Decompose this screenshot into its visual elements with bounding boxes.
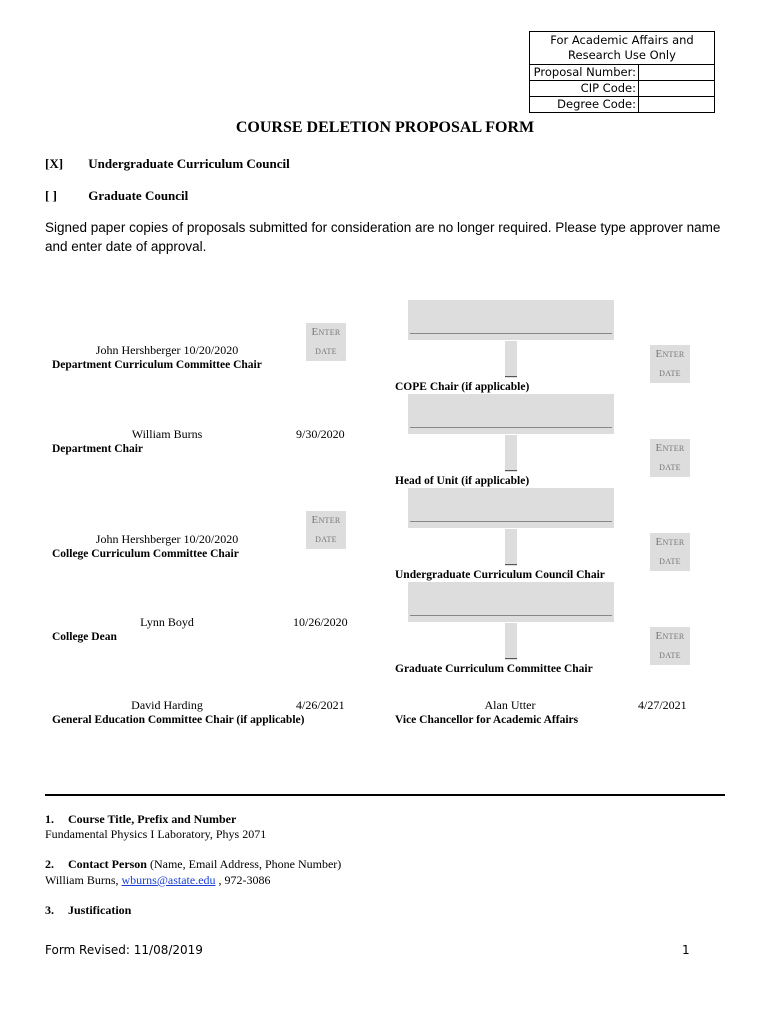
contact-phone: , 972-3086 [218, 873, 271, 887]
council-label-graduate: Graduate Council [88, 188, 189, 203]
proposal-number-label: Proposal Number: [530, 65, 639, 80]
right-enter-date-4[interactable]: Enter date [650, 627, 690, 665]
section-3-heading [45, 903, 131, 918]
proposal-number-field[interactable] [639, 65, 714, 80]
right-sig-name-field-1[interactable] [408, 300, 614, 340]
right-sig-name-field-2[interactable] [408, 394, 614, 434]
left-sig-title-5: General Education Committee Chair (if applicable) [52, 714, 305, 726]
section-1-title: Course Title, Prefix and Number [68, 812, 237, 826]
section-2-contact [45, 873, 271, 888]
degree-code-field[interactable] [639, 97, 714, 112]
instructions-text: Signed paper copies of proposals submitted for consideration are no longer required. Please type approver name and enter date of approval. [45, 220, 721, 254]
right-sig-name-5: Alan Utter [484, 698, 536, 712]
right-sig-field-tick-2[interactable] [505, 435, 517, 472]
council-checkbox-graduate[interactable]: [ ] [45, 188, 57, 203]
left-enter-date-3[interactable]: Enter date [306, 511, 346, 549]
right-sig-title-4: Graduate Curriculum Committee Chair [395, 663, 593, 675]
left-sig-title-2: Department Chair [52, 443, 144, 455]
right-enter-date-2[interactable]: Enter date [650, 439, 690, 477]
cip-code-field[interactable] [639, 81, 714, 96]
left-sig-name-3: John Hershberger 10/20/2020 [95, 532, 239, 546]
left-sig-date-5[interactable]: 4/26/2021 [296, 698, 345, 712]
right-sig-date-5[interactable]: 4/27/2021 [638, 698, 687, 712]
left-sig-title-3: College Curriculum Committee Chair [52, 548, 239, 560]
right-sig-title-3: Undergraduate Curriculum Council Chair [395, 569, 605, 581]
right-sig-field-tick-4[interactable] [505, 623, 517, 660]
section-1-heading [45, 812, 236, 827]
right-sig-title-5: Vice Chancellor for Academic Affairs [395, 714, 579, 726]
section-2-number: 2. [45, 857, 54, 871]
council-label-undergraduate: Undergraduate Curriculum Council [88, 156, 290, 171]
section-3-title: Justification [68, 903, 132, 917]
right-enter-date-1[interactable]: Enter date [650, 345, 690, 383]
cip-code-row [530, 81, 714, 97]
section-2-note: (Name, Email Address, Phone Number) [149, 857, 342, 871]
left-sig-name-2: William Burns [131, 427, 203, 441]
council-option-graduate[interactable] [45, 188, 188, 204]
left-sig-title-4: College Dean [52, 631, 117, 643]
left-sig-title-1: Department Curriculum Committee Chair [52, 359, 262, 371]
section-1-text: Fundamental Physics I Laboratory, Phys 2071 [45, 827, 267, 841]
section-2-title: Contact Person [68, 857, 147, 871]
right-sig-title-1: COPE Chair (if applicable) [395, 381, 530, 393]
contact-email-link[interactable]: wburns@astate.edu [121, 873, 216, 887]
council-option-undergraduate[interactable] [45, 156, 290, 172]
right-sig-title-2: Head of Unit (if applicable) [395, 475, 530, 487]
left-enter-date-1[interactable]: Enter date [306, 323, 346, 361]
proposal-number-row [530, 65, 714, 81]
form-title: COURSE DELETION PROPOSAL FORM [235, 119, 535, 136]
cip-code-label: CIP Code: [530, 81, 639, 96]
section-2-heading [45, 857, 341, 872]
section-1-number: 1. [45, 812, 54, 826]
contact-name: William Burns, [45, 873, 119, 887]
office-use-box [529, 31, 715, 113]
section-divider [45, 794, 725, 796]
right-sig-name-field-4[interactable] [408, 582, 614, 622]
page-number: 1 [682, 943, 690, 957]
left-sig-name-4: Lynn Boyd [140, 615, 194, 629]
right-sig-field-tick-3[interactable] [505, 529, 517, 566]
left-sig-name-1: John Hershberger 10/20/2020 [95, 343, 239, 357]
degree-code-label: Degree Code: [530, 97, 639, 112]
section-3-number: 3. [45, 903, 54, 917]
left-sig-date-2[interactable]: 9/30/2020 [296, 427, 345, 441]
left-sig-date-4[interactable]: 10/26/2020 [293, 615, 348, 629]
footer-revised: Form Revised: 11/08/2019 [45, 943, 203, 957]
right-sig-name-field-3[interactable] [408, 488, 614, 528]
council-checkbox-undergraduate[interactable]: [X] [45, 156, 64, 171]
left-sig-name-5: David Harding [131, 698, 203, 712]
right-enter-date-3[interactable]: Enter date [650, 533, 690, 571]
right-sig-field-tick-1[interactable] [505, 341, 517, 378]
office-use-heading: For Academic Affairs and Research Use Only [530, 32, 714, 65]
degree-code-row [530, 97, 714, 112]
